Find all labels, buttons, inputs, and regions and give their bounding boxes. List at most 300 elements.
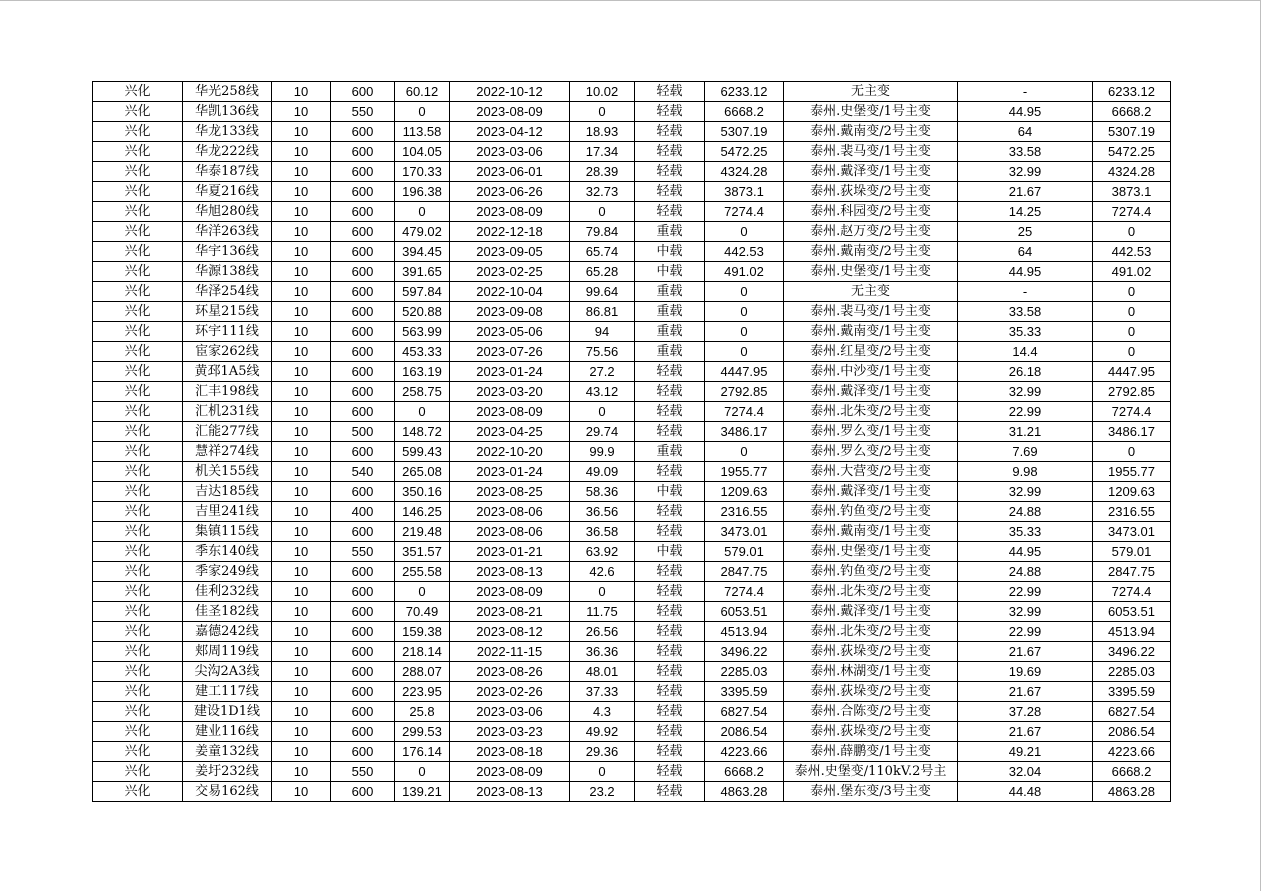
line-name-cell: 姜童132线 xyxy=(183,742,272,762)
line-name-cell: 华宇136线 xyxy=(183,242,272,262)
voltage-kv-cell: 10 xyxy=(272,162,331,182)
available-capacity-cell: 3873.1 xyxy=(705,182,784,202)
region-cell: 兴化 xyxy=(93,582,183,602)
region-cell: 兴化 xyxy=(93,662,183,682)
load-rate-cell: 86.81 xyxy=(570,302,635,322)
region-cell: 兴化 xyxy=(93,202,183,222)
open-capacity-cell: 6827.54 xyxy=(1093,702,1171,722)
load-rate-cell: 36.58 xyxy=(570,522,635,542)
region-cell: 兴化 xyxy=(93,122,183,142)
load-status-cell: 轻载 xyxy=(635,602,705,622)
available-capacity-cell: 491.02 xyxy=(705,262,784,282)
region-cell: 兴化 xyxy=(93,362,183,382)
load-status-cell: 轻载 xyxy=(635,642,705,662)
region-cell: 兴化 xyxy=(93,602,183,622)
date-cell: 2023-08-21 xyxy=(450,602,570,622)
load-rate-cell: 0 xyxy=(570,582,635,602)
line-name-cell: 吉达185线 xyxy=(183,482,272,502)
voltage-kv-cell: 10 xyxy=(272,442,331,462)
load-status-cell: 重载 xyxy=(635,322,705,342)
line-name-cell: 佳圣182线 xyxy=(183,602,272,622)
date-cell: 2023-08-09 xyxy=(450,202,570,222)
region-cell: 兴化 xyxy=(93,302,183,322)
transformer-load-rate-cell: 32.04 xyxy=(958,762,1093,782)
region-cell: 兴化 xyxy=(93,702,183,722)
available-capacity-cell: 0 xyxy=(705,282,784,302)
load-current-cell: 196.38 xyxy=(395,182,450,202)
table-row xyxy=(93,742,1171,762)
table-row xyxy=(93,542,1171,562)
table-row xyxy=(93,782,1171,802)
line-name-cell: 华旭280线 xyxy=(183,202,272,222)
main-transformer-cell: 泰州.罗么变/2号主变 xyxy=(784,442,958,462)
region-cell: 兴化 xyxy=(93,782,183,802)
line-name-cell: 华光258线 xyxy=(183,82,272,102)
transformer-load-rate-cell: 14.4 xyxy=(958,342,1093,362)
load-rate-cell: 63.92 xyxy=(570,542,635,562)
open-capacity-cell: 4513.94 xyxy=(1093,622,1171,642)
main-transformer-cell: 泰州.史堡变/1号主变 xyxy=(784,262,958,282)
available-capacity-cell: 6827.54 xyxy=(705,702,784,722)
main-transformer-cell: 泰州.罗么变/1号主变 xyxy=(784,422,958,442)
open-capacity-cell: 5307.19 xyxy=(1093,122,1171,142)
voltage-kv-cell: 10 xyxy=(272,142,331,162)
main-transformer-cell: 泰州.裴马变/1号主变 xyxy=(784,302,958,322)
main-transformer-cell: 泰州.史堡变/110kV.2号主 xyxy=(784,762,958,782)
available-capacity-cell: 5472.25 xyxy=(705,142,784,162)
voltage-kv-cell: 10 xyxy=(272,202,331,222)
rated-current-cell: 550 xyxy=(331,542,395,562)
load-current-cell: 70.49 xyxy=(395,602,450,622)
rated-current-cell: 540 xyxy=(331,462,395,482)
region-cell: 兴化 xyxy=(93,462,183,482)
region-cell: 兴化 xyxy=(93,102,183,122)
main-transformer-cell: 泰州.戴泽变/1号主变 xyxy=(784,482,958,502)
rated-current-cell: 600 xyxy=(331,402,395,422)
transformer-load-rate-cell: 24.88 xyxy=(958,502,1093,522)
voltage-kv-cell: 10 xyxy=(272,362,331,382)
main-transformer-cell: 泰州.科园变/2号主变 xyxy=(784,202,958,222)
load-rate-cell: 42.6 xyxy=(570,562,635,582)
rated-current-cell: 600 xyxy=(331,382,395,402)
open-capacity-cell: 4863.28 xyxy=(1093,782,1171,802)
load-status-cell: 轻载 xyxy=(635,742,705,762)
transformer-load-rate-cell: 44.95 xyxy=(958,542,1093,562)
table-row xyxy=(93,262,1171,282)
voltage-kv-cell: 10 xyxy=(272,702,331,722)
voltage-kv-cell: 10 xyxy=(272,502,331,522)
line-name-cell: 华源138线 xyxy=(183,262,272,282)
available-capacity-cell: 6668.2 xyxy=(705,102,784,122)
date-cell: 2023-02-26 xyxy=(450,682,570,702)
main-transformer-cell: 泰州.赵万变/2号主变 xyxy=(784,222,958,242)
load-current-cell: 25.8 xyxy=(395,702,450,722)
date-cell: 2023-08-12 xyxy=(450,622,570,642)
region-cell: 兴化 xyxy=(93,482,183,502)
voltage-kv-cell: 10 xyxy=(272,382,331,402)
transformer-load-rate-cell: - xyxy=(958,282,1093,302)
voltage-kv-cell: 10 xyxy=(272,642,331,662)
load-current-cell: 350.16 xyxy=(395,482,450,502)
table-row xyxy=(93,662,1171,682)
voltage-kv-cell: 10 xyxy=(272,762,331,782)
load-rate-cell: 49.92 xyxy=(570,722,635,742)
table-row xyxy=(93,182,1171,202)
line-name-cell: 华泰187线 xyxy=(183,162,272,182)
transformer-load-rate-cell: 44.95 xyxy=(958,262,1093,282)
load-rate-cell: 99.9 xyxy=(570,442,635,462)
open-capacity-cell: 6668.2 xyxy=(1093,102,1171,122)
load-rate-cell: 11.75 xyxy=(570,602,635,622)
load-rate-cell: 29.36 xyxy=(570,742,635,762)
rated-current-cell: 600 xyxy=(331,702,395,722)
transformer-load-rate-cell: 44.95 xyxy=(958,102,1093,122)
load-current-cell: 453.33 xyxy=(395,342,450,362)
rated-current-cell: 600 xyxy=(331,562,395,582)
date-cell: 2023-08-13 xyxy=(450,562,570,582)
available-capacity-cell: 442.53 xyxy=(705,242,784,262)
load-status-cell: 轻载 xyxy=(635,422,705,442)
load-status-cell: 轻载 xyxy=(635,562,705,582)
region-cell: 兴化 xyxy=(93,342,183,362)
voltage-kv-cell: 10 xyxy=(272,402,331,422)
line-name-cell: 建业116线 xyxy=(183,722,272,742)
available-capacity-cell: 4513.94 xyxy=(705,622,784,642)
load-current-cell: 223.95 xyxy=(395,682,450,702)
load-current-cell: 113.58 xyxy=(395,122,450,142)
voltage-kv-cell: 10 xyxy=(272,522,331,542)
open-capacity-cell: 0 xyxy=(1093,282,1171,302)
load-status-cell: 轻载 xyxy=(635,662,705,682)
voltage-kv-cell: 10 xyxy=(272,602,331,622)
transformer-load-rate-cell: 64 xyxy=(958,242,1093,262)
table-row xyxy=(93,162,1171,182)
date-cell: 2023-03-23 xyxy=(450,722,570,742)
rated-current-cell: 400 xyxy=(331,502,395,522)
table-row xyxy=(93,222,1171,242)
main-transformer-cell: 无主变 xyxy=(784,282,958,302)
line-name-cell: 郏周119线 xyxy=(183,642,272,662)
main-transformer-cell: 泰州.荻垛变/2号主变 xyxy=(784,182,958,202)
main-transformer-cell: 泰州.史堡变/1号主变 xyxy=(784,102,958,122)
rated-current-cell: 600 xyxy=(331,442,395,462)
load-status-cell: 轻载 xyxy=(635,102,705,122)
main-transformer-cell: 泰州.林湖变/1号主变 xyxy=(784,662,958,682)
rated-current-cell: 600 xyxy=(331,122,395,142)
date-cell: 2023-04-25 xyxy=(450,422,570,442)
available-capacity-cell: 1209.63 xyxy=(705,482,784,502)
available-capacity-cell: 3486.17 xyxy=(705,422,784,442)
main-transformer-cell: 泰州.戴南变/1号主变 xyxy=(784,522,958,542)
load-current-cell: 255.58 xyxy=(395,562,450,582)
date-cell: 2023-04-12 xyxy=(450,122,570,142)
voltage-kv-cell: 10 xyxy=(272,742,331,762)
voltage-kv-cell: 10 xyxy=(272,82,331,102)
open-capacity-cell: 6668.2 xyxy=(1093,762,1171,782)
transformer-load-rate-cell: 31.21 xyxy=(958,422,1093,442)
date-cell: 2023-03-06 xyxy=(450,702,570,722)
transformer-load-rate-cell: 26.18 xyxy=(958,362,1093,382)
rated-current-cell: 600 xyxy=(331,522,395,542)
load-status-cell: 轻载 xyxy=(635,702,705,722)
line-name-cell: 汇丰198线 xyxy=(183,382,272,402)
load-rate-cell: 79.84 xyxy=(570,222,635,242)
rated-current-cell: 600 xyxy=(331,622,395,642)
voltage-kv-cell: 10 xyxy=(272,322,331,342)
available-capacity-cell: 4324.28 xyxy=(705,162,784,182)
main-transformer-cell: 泰州.北朱变/2号主变 xyxy=(784,402,958,422)
rated-current-cell: 600 xyxy=(331,202,395,222)
rated-current-cell: 600 xyxy=(331,642,395,662)
available-capacity-cell: 7274.4 xyxy=(705,202,784,222)
load-status-cell: 轻载 xyxy=(635,142,705,162)
transformer-load-rate-cell: 32.99 xyxy=(958,602,1093,622)
load-rate-cell: 0 xyxy=(570,202,635,222)
line-name-cell: 季家249线 xyxy=(183,562,272,582)
rated-current-cell: 600 xyxy=(331,162,395,182)
load-rate-cell: 48.01 xyxy=(570,662,635,682)
rated-current-cell: 550 xyxy=(331,762,395,782)
main-transformer-cell: 泰州.戴南变/2号主变 xyxy=(784,242,958,262)
main-transformer-cell: 泰州.中沙变/1号主变 xyxy=(784,362,958,382)
region-cell: 兴化 xyxy=(93,642,183,662)
transformer-load-rate-cell: 22.99 xyxy=(958,402,1093,422)
open-capacity-cell: 2285.03 xyxy=(1093,662,1171,682)
table-row xyxy=(93,82,1171,102)
load-rate-cell: 4.3 xyxy=(570,702,635,722)
open-capacity-cell: 4324.28 xyxy=(1093,162,1171,182)
rated-current-cell: 600 xyxy=(331,602,395,622)
line-name-cell: 华洋263线 xyxy=(183,222,272,242)
region-cell: 兴化 xyxy=(93,182,183,202)
load-status-cell: 重载 xyxy=(635,222,705,242)
date-cell: 2023-01-21 xyxy=(450,542,570,562)
transformer-load-rate-cell: 35.33 xyxy=(958,522,1093,542)
transformer-load-rate-cell: 7.69 xyxy=(958,442,1093,462)
available-capacity-cell: 4223.66 xyxy=(705,742,784,762)
line-name-cell: 华夏216线 xyxy=(183,182,272,202)
date-cell: 2022-12-18 xyxy=(450,222,570,242)
voltage-kv-cell: 10 xyxy=(272,222,331,242)
available-capacity-cell: 0 xyxy=(705,442,784,462)
table-row xyxy=(93,362,1171,382)
main-transformer-cell: 泰州.薛鹏变/1号主变 xyxy=(784,742,958,762)
open-capacity-cell: 3486.17 xyxy=(1093,422,1171,442)
available-capacity-cell: 3473.01 xyxy=(705,522,784,542)
load-current-cell: 597.84 xyxy=(395,282,450,302)
date-cell: 2022-10-20 xyxy=(450,442,570,462)
region-cell: 兴化 xyxy=(93,502,183,522)
load-current-cell: 299.53 xyxy=(395,722,450,742)
voltage-kv-cell: 10 xyxy=(272,482,331,502)
rated-current-cell: 600 xyxy=(331,362,395,382)
load-current-cell: 391.65 xyxy=(395,262,450,282)
region-cell: 兴化 xyxy=(93,162,183,182)
transformer-load-rate-cell: 14.25 xyxy=(958,202,1093,222)
line-name-cell: 汇机231线 xyxy=(183,402,272,422)
region-cell: 兴化 xyxy=(93,322,183,342)
rated-current-cell: 600 xyxy=(331,222,395,242)
load-status-cell: 轻载 xyxy=(635,382,705,402)
open-capacity-cell: 491.02 xyxy=(1093,262,1171,282)
load-current-cell: 0 xyxy=(395,582,450,602)
region-cell: 兴化 xyxy=(93,242,183,262)
line-name-cell: 建设1D1线 xyxy=(183,702,272,722)
main-transformer-cell: 泰州.荻垛变/2号主变 xyxy=(784,642,958,662)
region-cell: 兴化 xyxy=(93,222,183,242)
available-capacity-cell: 4447.95 xyxy=(705,362,784,382)
load-rate-cell: 23.2 xyxy=(570,782,635,802)
load-rate-cell: 28.39 xyxy=(570,162,635,182)
date-cell: 2023-03-06 xyxy=(450,142,570,162)
rated-current-cell: 600 xyxy=(331,342,395,362)
line-name-cell: 慧祥274线 xyxy=(183,442,272,462)
table-row xyxy=(93,722,1171,742)
main-transformer-cell: 泰州.合陈变/2号主变 xyxy=(784,702,958,722)
load-current-cell: 218.14 xyxy=(395,642,450,662)
open-capacity-cell: 2847.75 xyxy=(1093,562,1171,582)
load-status-cell: 轻载 xyxy=(635,162,705,182)
table-row xyxy=(93,702,1171,722)
region-cell: 兴化 xyxy=(93,442,183,462)
load-status-cell: 轻载 xyxy=(635,82,705,102)
load-current-cell: 265.08 xyxy=(395,462,450,482)
main-transformer-cell: 泰州.戴泽变/1号主变 xyxy=(784,382,958,402)
table-row xyxy=(93,302,1171,322)
line-name-cell: 建工117线 xyxy=(183,682,272,702)
load-current-cell: 0 xyxy=(395,762,450,782)
main-transformer-cell: 无主变 xyxy=(784,82,958,102)
load-current-cell: 563.99 xyxy=(395,322,450,342)
table-row xyxy=(93,642,1171,662)
load-status-cell: 轻载 xyxy=(635,122,705,142)
load-current-cell: 288.07 xyxy=(395,662,450,682)
load-rate-cell: 43.12 xyxy=(570,382,635,402)
available-capacity-cell: 0 xyxy=(705,222,784,242)
open-capacity-cell: 2792.85 xyxy=(1093,382,1171,402)
table-row xyxy=(93,442,1171,462)
region-cell: 兴化 xyxy=(93,762,183,782)
region-cell: 兴化 xyxy=(93,622,183,642)
region-cell: 兴化 xyxy=(93,282,183,302)
voltage-kv-cell: 10 xyxy=(272,582,331,602)
table-row xyxy=(93,402,1171,422)
region-cell: 兴化 xyxy=(93,402,183,422)
load-rate-cell: 58.36 xyxy=(570,482,635,502)
transformer-load-rate-cell: 35.33 xyxy=(958,322,1093,342)
line-name-cell: 华泽254线 xyxy=(183,282,272,302)
load-status-cell: 轻载 xyxy=(635,622,705,642)
table-row xyxy=(93,422,1171,442)
transformer-load-rate-cell: 9.98 xyxy=(958,462,1093,482)
voltage-kv-cell: 10 xyxy=(272,242,331,262)
line-name-cell: 尖沟2A3线 xyxy=(183,662,272,682)
available-capacity-cell: 0 xyxy=(705,342,784,362)
region-cell: 兴化 xyxy=(93,742,183,762)
voltage-kv-cell: 10 xyxy=(272,622,331,642)
open-capacity-cell: 1955.77 xyxy=(1093,462,1171,482)
load-current-cell: 163.19 xyxy=(395,362,450,382)
load-current-cell: 351.57 xyxy=(395,542,450,562)
load-current-cell: 479.02 xyxy=(395,222,450,242)
region-cell: 兴化 xyxy=(93,82,183,102)
load-status-cell: 轻载 xyxy=(635,722,705,742)
transformer-load-rate-cell: 37.28 xyxy=(958,702,1093,722)
open-capacity-cell: 4447.95 xyxy=(1093,362,1171,382)
voltage-kv-cell: 10 xyxy=(272,462,331,482)
load-current-cell: 146.25 xyxy=(395,502,450,522)
load-rate-cell: 36.56 xyxy=(570,502,635,522)
load-current-cell: 394.45 xyxy=(395,242,450,262)
open-capacity-cell: 442.53 xyxy=(1093,242,1171,262)
line-name-cell: 华龙133线 xyxy=(183,122,272,142)
load-rate-cell: 10.02 xyxy=(570,82,635,102)
available-capacity-cell: 4863.28 xyxy=(705,782,784,802)
table-row xyxy=(93,282,1171,302)
table-row xyxy=(93,122,1171,142)
main-transformer-cell: 泰州.戴泽变/1号主变 xyxy=(784,602,958,622)
rated-current-cell: 600 xyxy=(331,322,395,342)
main-transformer-cell: 泰州.红星变/2号主变 xyxy=(784,342,958,362)
main-transformer-cell: 泰州.荻垛变/2号主变 xyxy=(784,722,958,742)
voltage-kv-cell: 10 xyxy=(272,302,331,322)
date-cell: 2022-10-04 xyxy=(450,282,570,302)
load-status-cell: 轻载 xyxy=(635,502,705,522)
table-row xyxy=(93,502,1171,522)
load-rate-cell: 49.09 xyxy=(570,462,635,482)
region-cell: 兴化 xyxy=(93,522,183,542)
line-name-cell: 交易162线 xyxy=(183,782,272,802)
available-capacity-cell: 579.01 xyxy=(705,542,784,562)
load-status-cell: 轻载 xyxy=(635,462,705,482)
transformer-load-rate-cell: 44.48 xyxy=(958,782,1093,802)
date-cell: 2023-08-09 xyxy=(450,102,570,122)
load-status-cell: 重载 xyxy=(635,342,705,362)
load-rate-cell: 0 xyxy=(570,402,635,422)
load-status-cell: 轻载 xyxy=(635,182,705,202)
open-capacity-cell: 1209.63 xyxy=(1093,482,1171,502)
load-status-cell: 中载 xyxy=(635,242,705,262)
table-row xyxy=(93,522,1171,542)
voltage-kv-cell: 10 xyxy=(272,782,331,802)
rated-current-cell: 600 xyxy=(331,82,395,102)
open-capacity-cell: 0 xyxy=(1093,442,1171,462)
open-capacity-cell: 0 xyxy=(1093,322,1171,342)
line-name-cell: 环星215线 xyxy=(183,302,272,322)
available-capacity-cell: 2086.54 xyxy=(705,722,784,742)
available-capacity-cell: 7274.4 xyxy=(705,402,784,422)
load-rate-cell: 65.28 xyxy=(570,262,635,282)
table-row xyxy=(93,242,1171,262)
table-row xyxy=(93,602,1171,622)
transformer-load-rate-cell: 64 xyxy=(958,122,1093,142)
open-capacity-cell: 0 xyxy=(1093,342,1171,362)
load-current-cell: 0 xyxy=(395,202,450,222)
load-status-cell: 轻载 xyxy=(635,522,705,542)
voltage-kv-cell: 10 xyxy=(272,122,331,142)
feeder-load-table xyxy=(92,81,1171,802)
region-cell: 兴化 xyxy=(93,382,183,402)
available-capacity-cell: 2847.75 xyxy=(705,562,784,582)
table-body xyxy=(93,82,1171,802)
region-cell: 兴化 xyxy=(93,262,183,282)
available-capacity-cell: 3395.59 xyxy=(705,682,784,702)
line-name-cell: 吉里241线 xyxy=(183,502,272,522)
available-capacity-cell: 7274.4 xyxy=(705,582,784,602)
transformer-load-rate-cell: 19.69 xyxy=(958,662,1093,682)
line-name-cell: 机关155线 xyxy=(183,462,272,482)
main-transformer-cell: 泰州.北朱变/2号主变 xyxy=(784,622,958,642)
